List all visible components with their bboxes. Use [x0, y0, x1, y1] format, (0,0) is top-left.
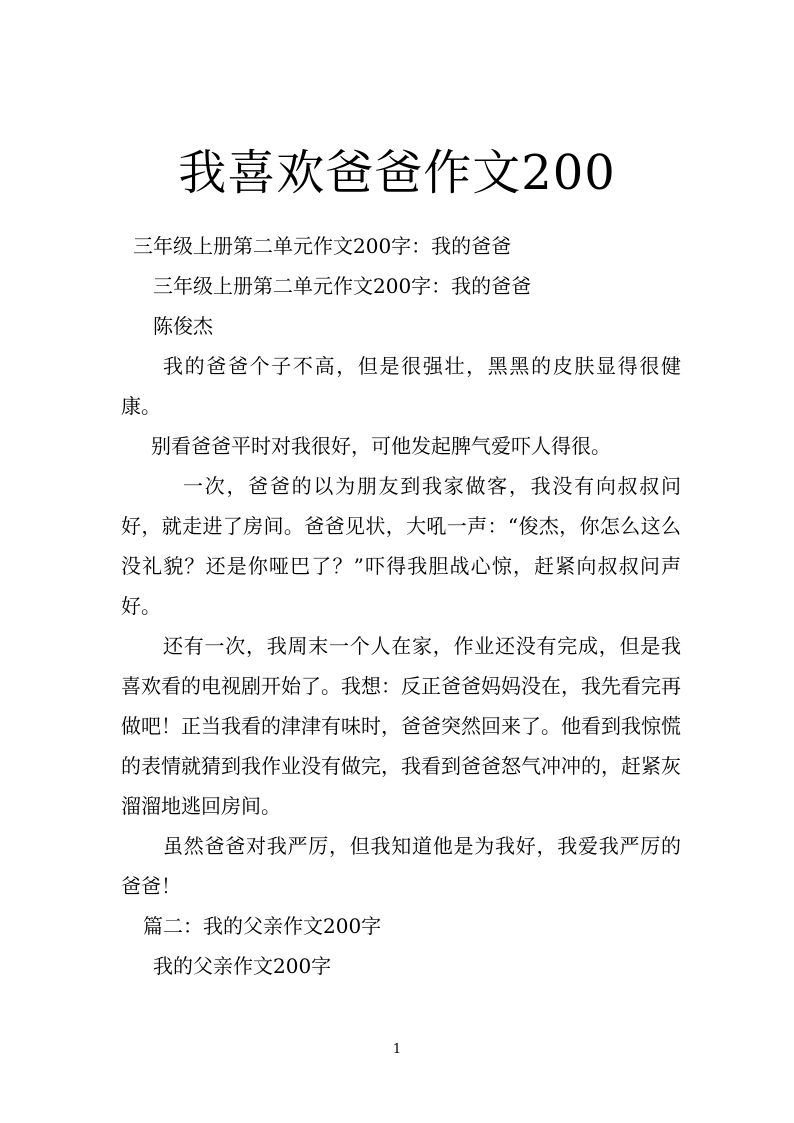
section-heading: 篇二：我的父亲作文200字 — [143, 914, 382, 938]
document-body — [121, 226, 681, 986]
page-number: 1 — [392, 1042, 402, 1057]
paragraph: 别看爸爸平时对我很好，可他发起脾气爱吓人得很。 — [151, 434, 611, 458]
section-subheading: 我的父亲作文200字 — [153, 954, 332, 978]
section-subheading: 三年级上册第二单元作文200字：我的爸爸 — [153, 274, 532, 298]
paragraph: 一次，爸爸的以为朋友到我家做客，我没有向叔叔问好，就走进了房间。爸爸见状，大吼一声：“俊杰，你怎么这么没礼貌？还是你哑巴了？”吓得我胆战心惊，赶紧向叔叔问声好。 — [121, 474, 681, 618]
paragraph: 我的爸爸个子不高，但是很强壮，黑黑的皮肤显得很健康。 — [121, 354, 681, 418]
document-title: 我喜欢爸爸作文200 — [178, 145, 616, 201]
author-name: 陈俊杰 — [153, 314, 213, 338]
paragraph: 还有一次，我周末一个人在家，作业还没有完成，但是我喜欢看的电视剧开始了。我想：反正爸爸妈妈没在，我先看完再做吧！正当我看的津津有味时，爸爸突然回来了。他看到我惊慌的表情就猜到我作业没有做完，我看到爸爸怒气冲冲的，赶紧灰溜溜地逃回房间。 — [121, 634, 681, 818]
paragraph: 虽然爸爸对我严厉，但我知道他是为我好，我爱我严厉的爸爸！ — [121, 834, 681, 898]
section-heading: 三年级上册第二单元作文200字：我的爸爸 — [133, 234, 512, 258]
